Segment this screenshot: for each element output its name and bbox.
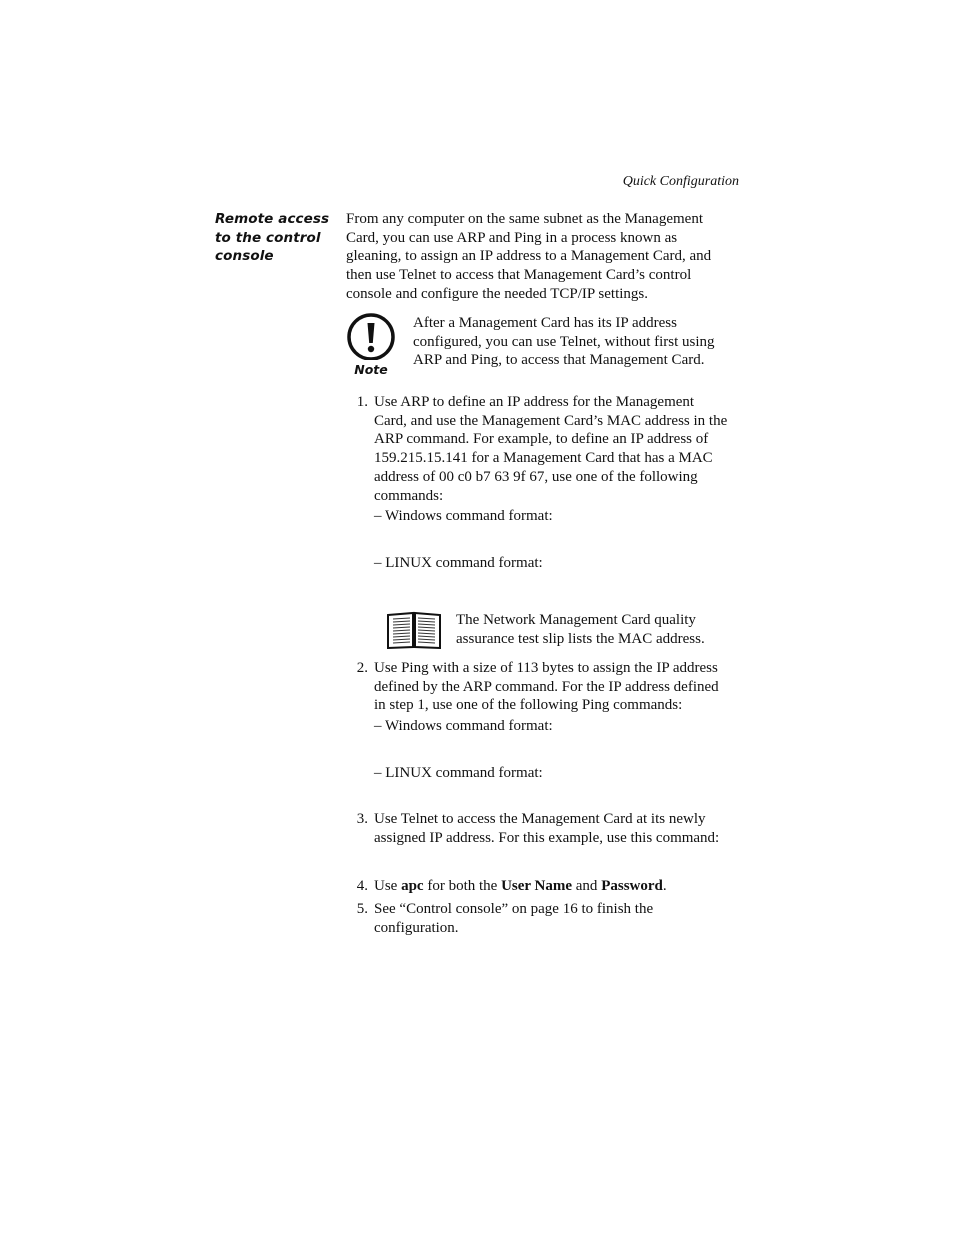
- step-number: 4.: [356, 878, 368, 894]
- step-1-text: [374, 393, 738, 505]
- text-run: .: [662, 878, 667, 894]
- step-number: 2.: [356, 660, 368, 676]
- password-term: Password: [601, 878, 663, 894]
- text-line: From any computer on the same subnet as the Management: [346, 211, 703, 227]
- text-line: then use Telnet to access that Management Card’s control: [346, 267, 692, 284]
- text-line: The Network Management Card quality: [456, 612, 696, 628]
- text-line: 159.215.15.141 for a Management Card that has a MAC: [374, 450, 713, 467]
- text-line: defined by the ARP command. For the IP address defined: [374, 678, 719, 695]
- text-line: Card, and use the Management Card’s MAC address in the: [374, 412, 728, 429]
- text-line: See “Control console” on page 16 to finish the: [374, 901, 654, 917]
- book-icon: [386, 611, 442, 649]
- note-icon: [345, 312, 397, 378]
- running-head: Quick Configuration: [622, 174, 739, 189]
- text-line: commands:: [374, 487, 444, 504]
- text-line: address of 00 c0 b7 63 9f 67, use one of the following: [374, 468, 698, 485]
- text-line: configured, you can use Telnet, without first using: [413, 333, 715, 350]
- step-number: 1.: [356, 394, 368, 410]
- step-3-text: [374, 810, 738, 847]
- side-heading-line: Remote access: [215, 211, 330, 227]
- step-4-text: [374, 877, 738, 896]
- text-line: ARP and Ping, to access that Management Card.: [413, 352, 705, 369]
- side-heading-line: to the control: [215, 229, 321, 246]
- note-label: Note: [354, 362, 388, 377]
- side-heading-line: console: [215, 248, 274, 264]
- text-line: After a Management Card has its IP address: [413, 315, 677, 331]
- text-run: and: [572, 878, 602, 894]
- windows-format-label: – Windows command format:: [374, 508, 553, 524]
- text-line: assurance test slip lists the MAC address.: [456, 630, 705, 647]
- text-line: assigned IP address. For this example, use this command:: [374, 829, 720, 846]
- text-line: Card, you can use ARP and Ping in a process known as: [346, 229, 678, 246]
- intro-paragraph: [346, 210, 738, 304]
- username-value: apc: [401, 878, 424, 894]
- exclamation-circle-icon: [345, 312, 397, 360]
- text-line: ARP command. For example, to define an IP address of: [374, 431, 709, 448]
- text-line: console and configure the needed TCP/IP settings.: [346, 285, 649, 302]
- text-line: in step 1, use one of the following Ping commands:: [374, 697, 683, 714]
- linux-format-label: – LINUX command format:: [374, 765, 543, 781]
- text-run: for both the: [423, 878, 502, 894]
- step-number: 3.: [356, 811, 368, 827]
- step-2-text: [374, 659, 738, 715]
- book-note-text: [456, 611, 738, 648]
- step-5-text: [374, 900, 738, 937]
- text-line: configuration.: [374, 919, 459, 936]
- text-run: Use: [374, 878, 402, 894]
- linux-format-label: – LINUX command format:: [374, 555, 543, 571]
- user-name-term: User Name: [501, 878, 573, 894]
- section-side-heading: [215, 210, 335, 266]
- note-text: [413, 314, 738, 370]
- text-line: Use Ping with a size of 113 bytes to assign the IP address: [374, 660, 718, 676]
- text-line: Use Telnet to access the Management Card at its newly: [374, 811, 706, 827]
- text-line: Use ARP to define an IP address for the Management: [374, 394, 695, 410]
- windows-format-label: – Windows command format:: [374, 718, 553, 734]
- text-line: gleaning, to assign an IP address to a Management Card, and: [346, 248, 712, 265]
- step-number: 5.: [356, 901, 368, 917]
